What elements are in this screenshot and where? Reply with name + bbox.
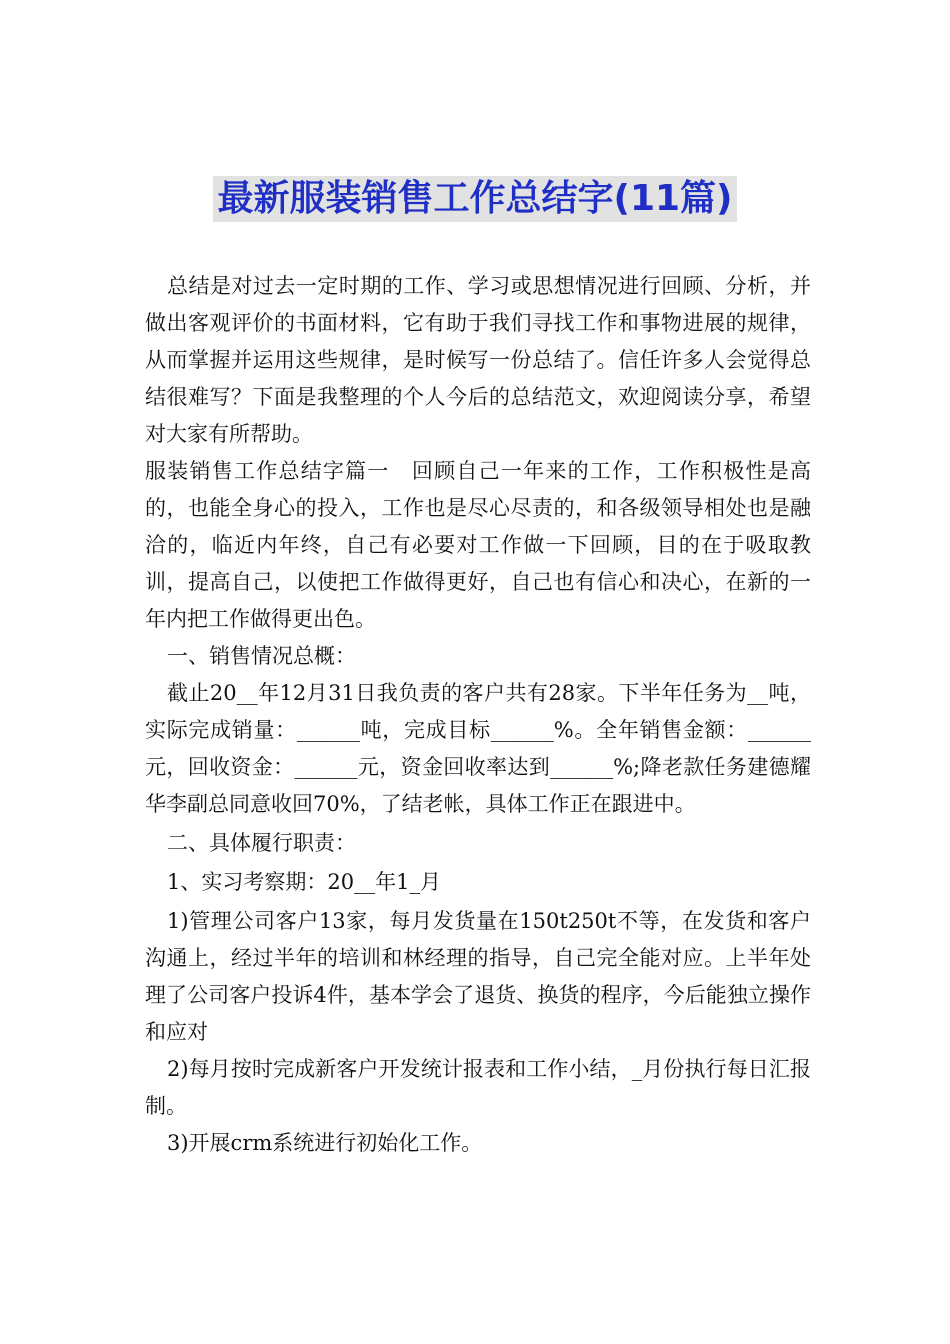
heading-duties: 二、具体履行职责： bbox=[167, 831, 356, 855]
document-title: 最新服装销售工作总结字(11篇) bbox=[213, 176, 736, 222]
heading-sales-overview: 一、销售情况总概： bbox=[167, 644, 356, 668]
title-container bbox=[0, 176, 950, 222]
paragraph-duty-3: 3)开展crm系统进行初始化工作。 bbox=[167, 1131, 483, 1155]
heading-internship-period: 1、实习考察期：20__年1_月 bbox=[167, 870, 441, 894]
paragraph-intro: 总结是对过去一定时期的工作、学习或思想情况进行回顾、分析，并做出客观评价的书面材料，它有助于我们寻找工作和事物进展的规律，从而掌握并运用这些规律，是时候写一份总结了。信任许多人会觉得总结很难写？下面是我整理的个人今后的总结范文，欢迎阅读分享，希望对大家有所帮助。 bbox=[145, 274, 811, 446]
document-body bbox=[145, 268, 811, 1162]
paragraph-sales-figures: 截止20__年12月31日我负责的客户共有28家。下半年任务为__吨，实际完成销量：______吨，完成目标______%。全年销售金额：______元，回收资金：______元，资金回收率达到______%;降老款任务建德耀华李副总同意收回70%，了结老帐，具体工作正在跟进中。 bbox=[145, 681, 811, 816]
paragraph-section-one: 服装销售工作总结字篇一 回顾自己一年来的工作，工作积极性是高的，也能全身心的投入，工作也是尽心尽责的，和各级领导相处也是融洽的，临近内年终，自己有必要对工作做一下回顾，目的在于吸取教训，提高自己，以使把工作做得更好，自己也有信心和决心，在新的一年内把工作做得更出色。 bbox=[145, 459, 811, 631]
paragraph-duty-1: 1)管理公司客户13家，每月发货量在150t250t不等，在发货和客户沟通上，经过半年的培训和林经理的指导，自己完全能对应。上半年处理了公司客户投诉4件，基本学会了退货、换货的程序，今后能独立操作和应对 bbox=[145, 909, 811, 1044]
paragraph-duty-2: 2)每月按时完成新客户开发统计报表和工作小结，_月份执行每日汇报制。 bbox=[145, 1057, 811, 1118]
